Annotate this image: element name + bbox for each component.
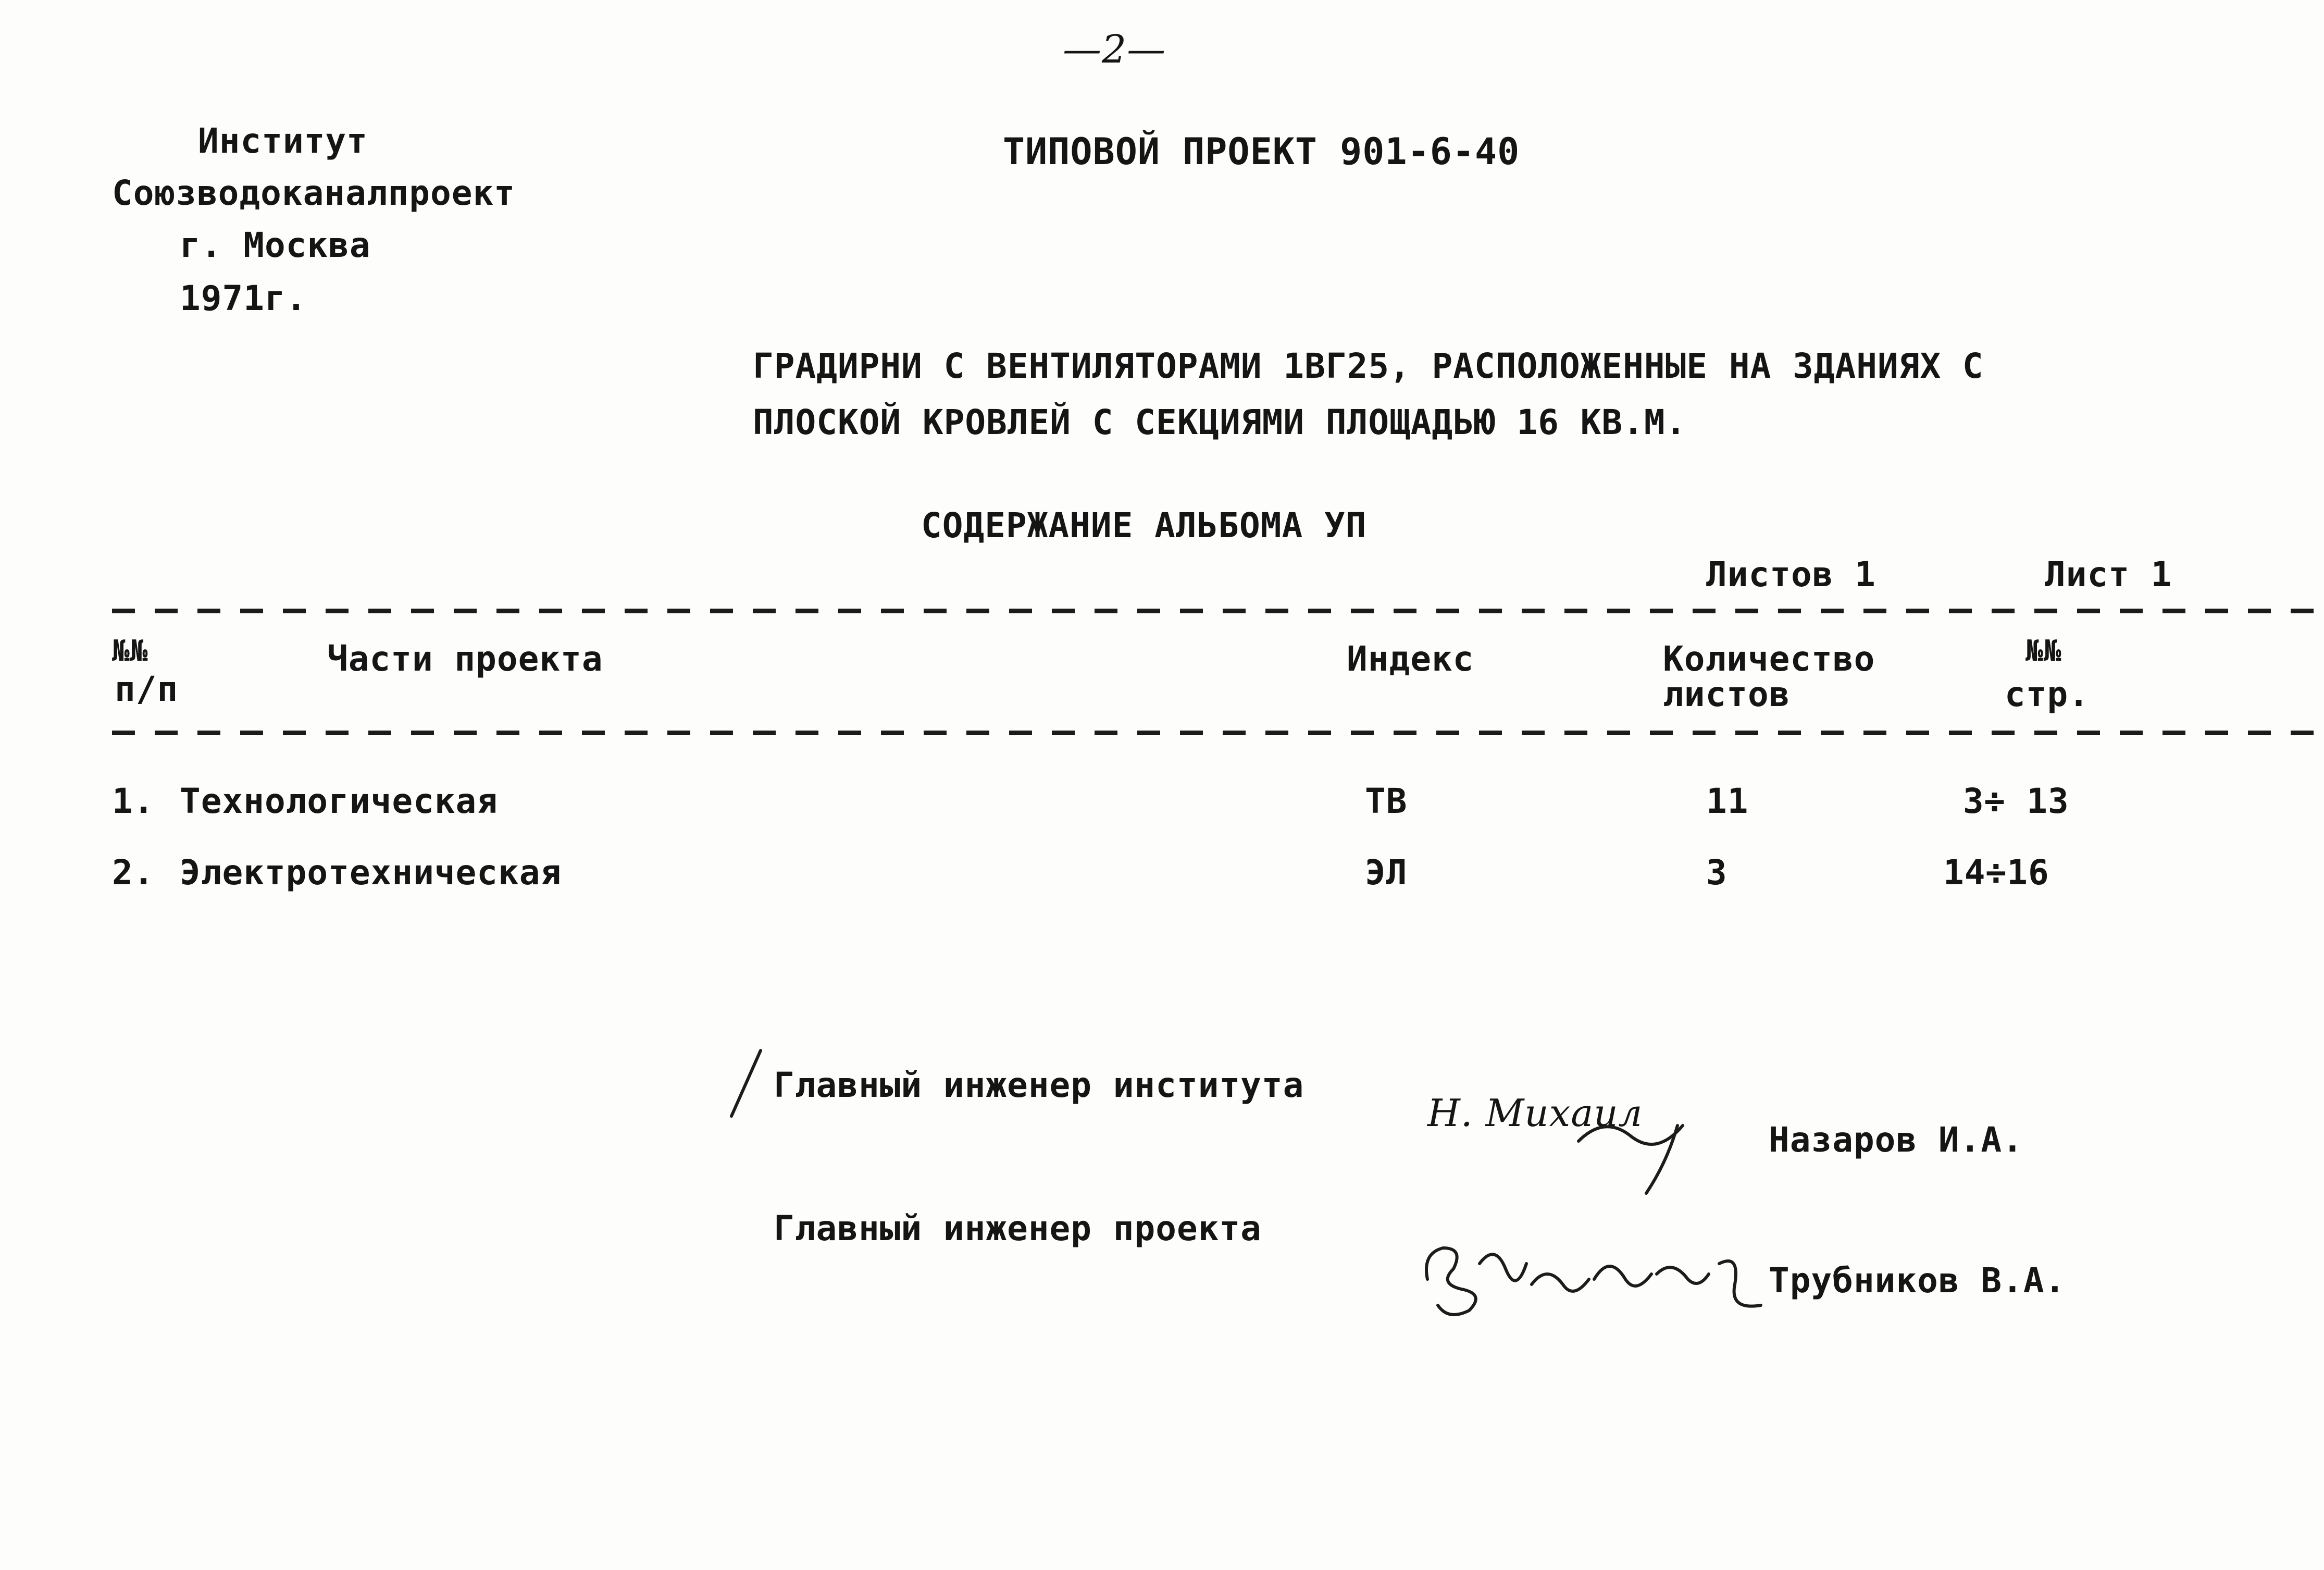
table-top-rule [112, 609, 2324, 613]
project-description-line2: ПЛОСКОЙ КРОВЛЕЙ С СЕКЦИЯМИ ПЛОЩАДЬЮ 16 КВ.М. [753, 402, 1687, 442]
row-num: 1. [112, 781, 155, 821]
project-title: ТИПОВОЙ ПРОЕКТ 901-6-40 [1003, 130, 1520, 173]
project-description-line1: ГРАДИРНИ С ВЕНТИЛЯТОРАМИ 1ВГ25, РАСПОЛОЖЕННЫЕ НА ЗДАНИЯХ С [753, 346, 1984, 386]
header-num-line1: №№ [112, 634, 148, 668]
name-chief-engineer-project: Трубников В.А. [1769, 1260, 2066, 1301]
row-pages: 14÷16 [1943, 852, 2049, 893]
row-pages: 3÷ 13 [1963, 781, 2069, 821]
row-part: Электротехническая [180, 852, 562, 893]
header-pages-line1: №№ [2025, 634, 2062, 668]
table-header-rule [112, 731, 2324, 735]
institute-name: Союзводоканалпроект [112, 173, 515, 213]
header-count-line1: Количество [1663, 639, 1875, 679]
row-index: ЭЛ [1365, 852, 1408, 893]
institute-city: г. Москва [180, 225, 371, 265]
signature-1-flourish [1573, 1105, 1693, 1198]
institute-label: Институт [198, 121, 368, 161]
sheets-total: Листов 1 [1706, 554, 1876, 595]
header-count-line2: листов [1663, 674, 1791, 714]
name-chief-engineer-institute: Назаров И.А. [1769, 1120, 2023, 1160]
signature-slash-mark [724, 1047, 771, 1120]
sheet-number: Лист 1 [2045, 554, 2172, 595]
header-num-line2: п/п [115, 669, 179, 709]
header-index: Индекс [1347, 639, 1474, 679]
role-chief-engineer-institute: Главный инженер института [774, 1065, 1304, 1105]
handwritten-signature-1: Н. Михаил [1427, 1091, 1643, 1135]
header-pages-line2: стр. [2005, 674, 2090, 714]
header-part: Части проекта [327, 639, 603, 679]
row-count: 3 [1706, 852, 1728, 893]
contents-title: СОДЕРЖАНИЕ АЛЬБОМА УП [921, 505, 1367, 546]
handwritten-signature-2 [1417, 1232, 1771, 1324]
row-count: 11 [1706, 781, 1749, 821]
page-number: —2— [1063, 27, 1166, 72]
row-index: ТВ [1365, 781, 1408, 821]
row-part: Технологическая [180, 781, 499, 821]
institute-year: 1971г. [180, 278, 307, 318]
role-chief-engineer-project: Главный инженер проекта [774, 1208, 1262, 1248]
row-num: 2. [112, 852, 155, 893]
